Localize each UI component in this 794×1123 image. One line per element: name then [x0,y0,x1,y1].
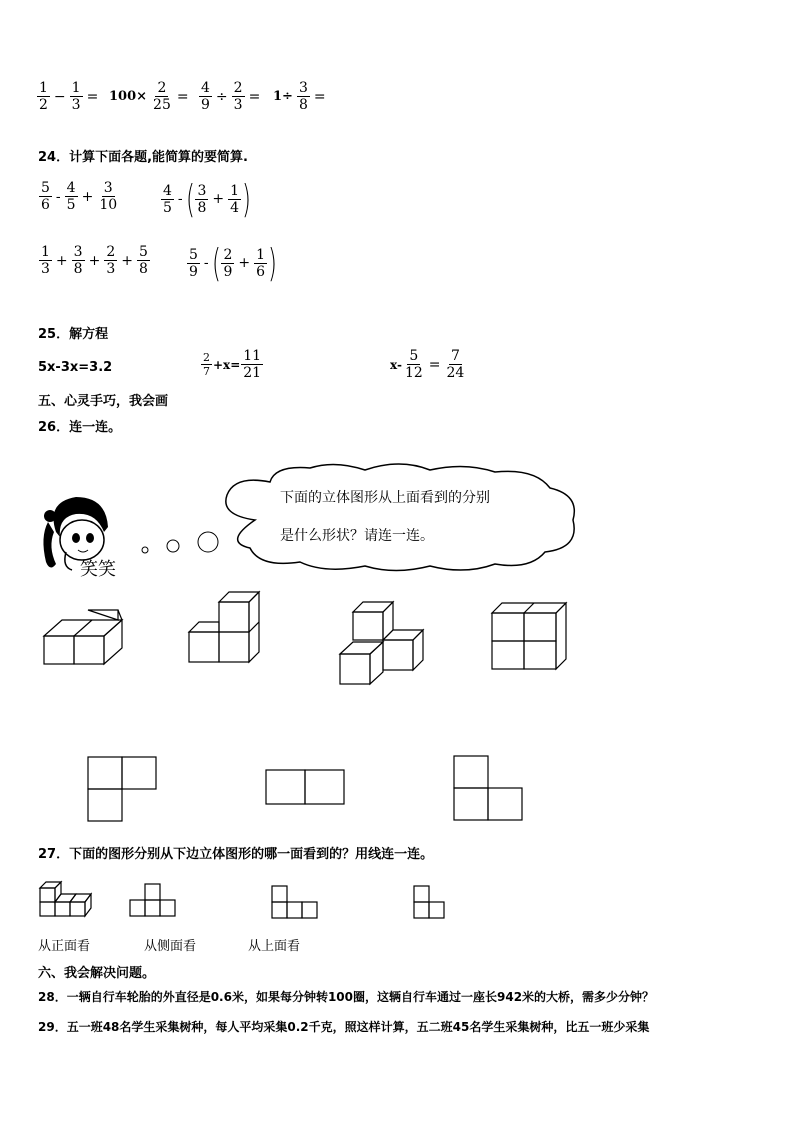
q24-expr-1: $\frac{5}{6}$ - $\frac{4}{5}$ + $\frac{3}{10}$ [41,180,118,213]
q24-expr-4: $\frac{5}{9}$ - ( $\frac{2}{9}$ + $\frac{1}{6}$ ) [189,241,277,285]
q27-title: 27．下面的图形分别从下边立体图形的哪一面看到的？用线连一连。 [38,847,434,862]
q24-expr-3: $\frac{1}{3}$ + $\frac{3}{8}$ + $\frac{2}{3}$ + $\frac{5}{8}$ [41,244,148,277]
solid-figure-2 [189,592,269,667]
solid-figure-4 [492,603,572,673]
q28-text: 28．一辆自行车轮胎的外直径是0.6米，如果每分钟转100圈，这辆自行车通过一座长942米的大桥，需多少分钟？ [38,990,655,1004]
fraction: $\frac{1}{3}$ [71,80,81,113]
fraction: $\frac{3}{8}$ [298,80,308,113]
fraction: $\frac{2}{25}$ [153,80,171,113]
view-shape-2 [266,770,346,806]
fraction: $\frac{2}{3}$ [233,80,243,113]
thought-dots [140,530,220,560]
expr-row1-3: $\frac{4}{9}$ ÷ $\frac{2}{3}$ = [201,80,261,113]
q27-view-1 [130,884,180,920]
q27-solid-figure [40,880,100,920]
expr-row1-1: $\frac{1}{2}$ − $\frac{1}{3}$ = [39,80,99,113]
q27-label-front: 从正面看 [38,939,91,954]
bubble-text-2: 是什么形状？请连一连。 [280,528,434,544]
q27-view-2 [272,886,322,920]
q29-text: 29．五一班48名学生采集树种，每人平均采集0.2千克，照这样计算，五二班45名学生采集树种，比五一班少采集 [38,1020,650,1034]
expr-row1-2: 100× $\frac{2}{25}$ = [109,80,189,113]
section6-heading: 六、我会解决问题。 [38,966,156,981]
fraction: $\frac{4}{9}$ [201,80,210,113]
solid-figure-1 [44,610,134,670]
q25-eq1: 5x-3x=3.2 [38,360,113,375]
q25-eq3: x- $\frac{5}{12}$ = $\frac{7}{24}$ [390,348,465,381]
q25-eq2: $\frac{2}{7}$ +x= $\frac{11}{21}$ [203,348,262,381]
view-shape-3 [454,756,526,821]
view-shape-1 [88,757,158,822]
q24-expr-2: $\frac{4}{5}$ - ( $\frac{3}{8}$ + $\frac{1}{4}$ ) [163,177,251,221]
section5-heading: 五、心灵手巧，我会画 [38,394,169,409]
q27-label-top: 从上面看 [248,939,301,954]
q25-title: 25．解方程 [38,327,109,342]
girl-caption: 笑笑 [80,559,116,580]
q26-title: 26．连一连。 [38,420,122,435]
solid-figure-3 [340,602,430,692]
q27-label-side: 从侧面看 [144,939,197,954]
fraction: $\frac{1}{2}$ [39,80,48,113]
q27-view-3 [414,886,448,922]
q24-title: 24．计算下面各题,能简算的要简算. [38,150,248,165]
bubble-text-1: 下面的立体图形从上面看到的分别 [280,490,490,506]
thought-cloud [215,460,585,575]
expr-row1-4: 1÷ $\frac{3}{8}$ = [273,80,326,113]
